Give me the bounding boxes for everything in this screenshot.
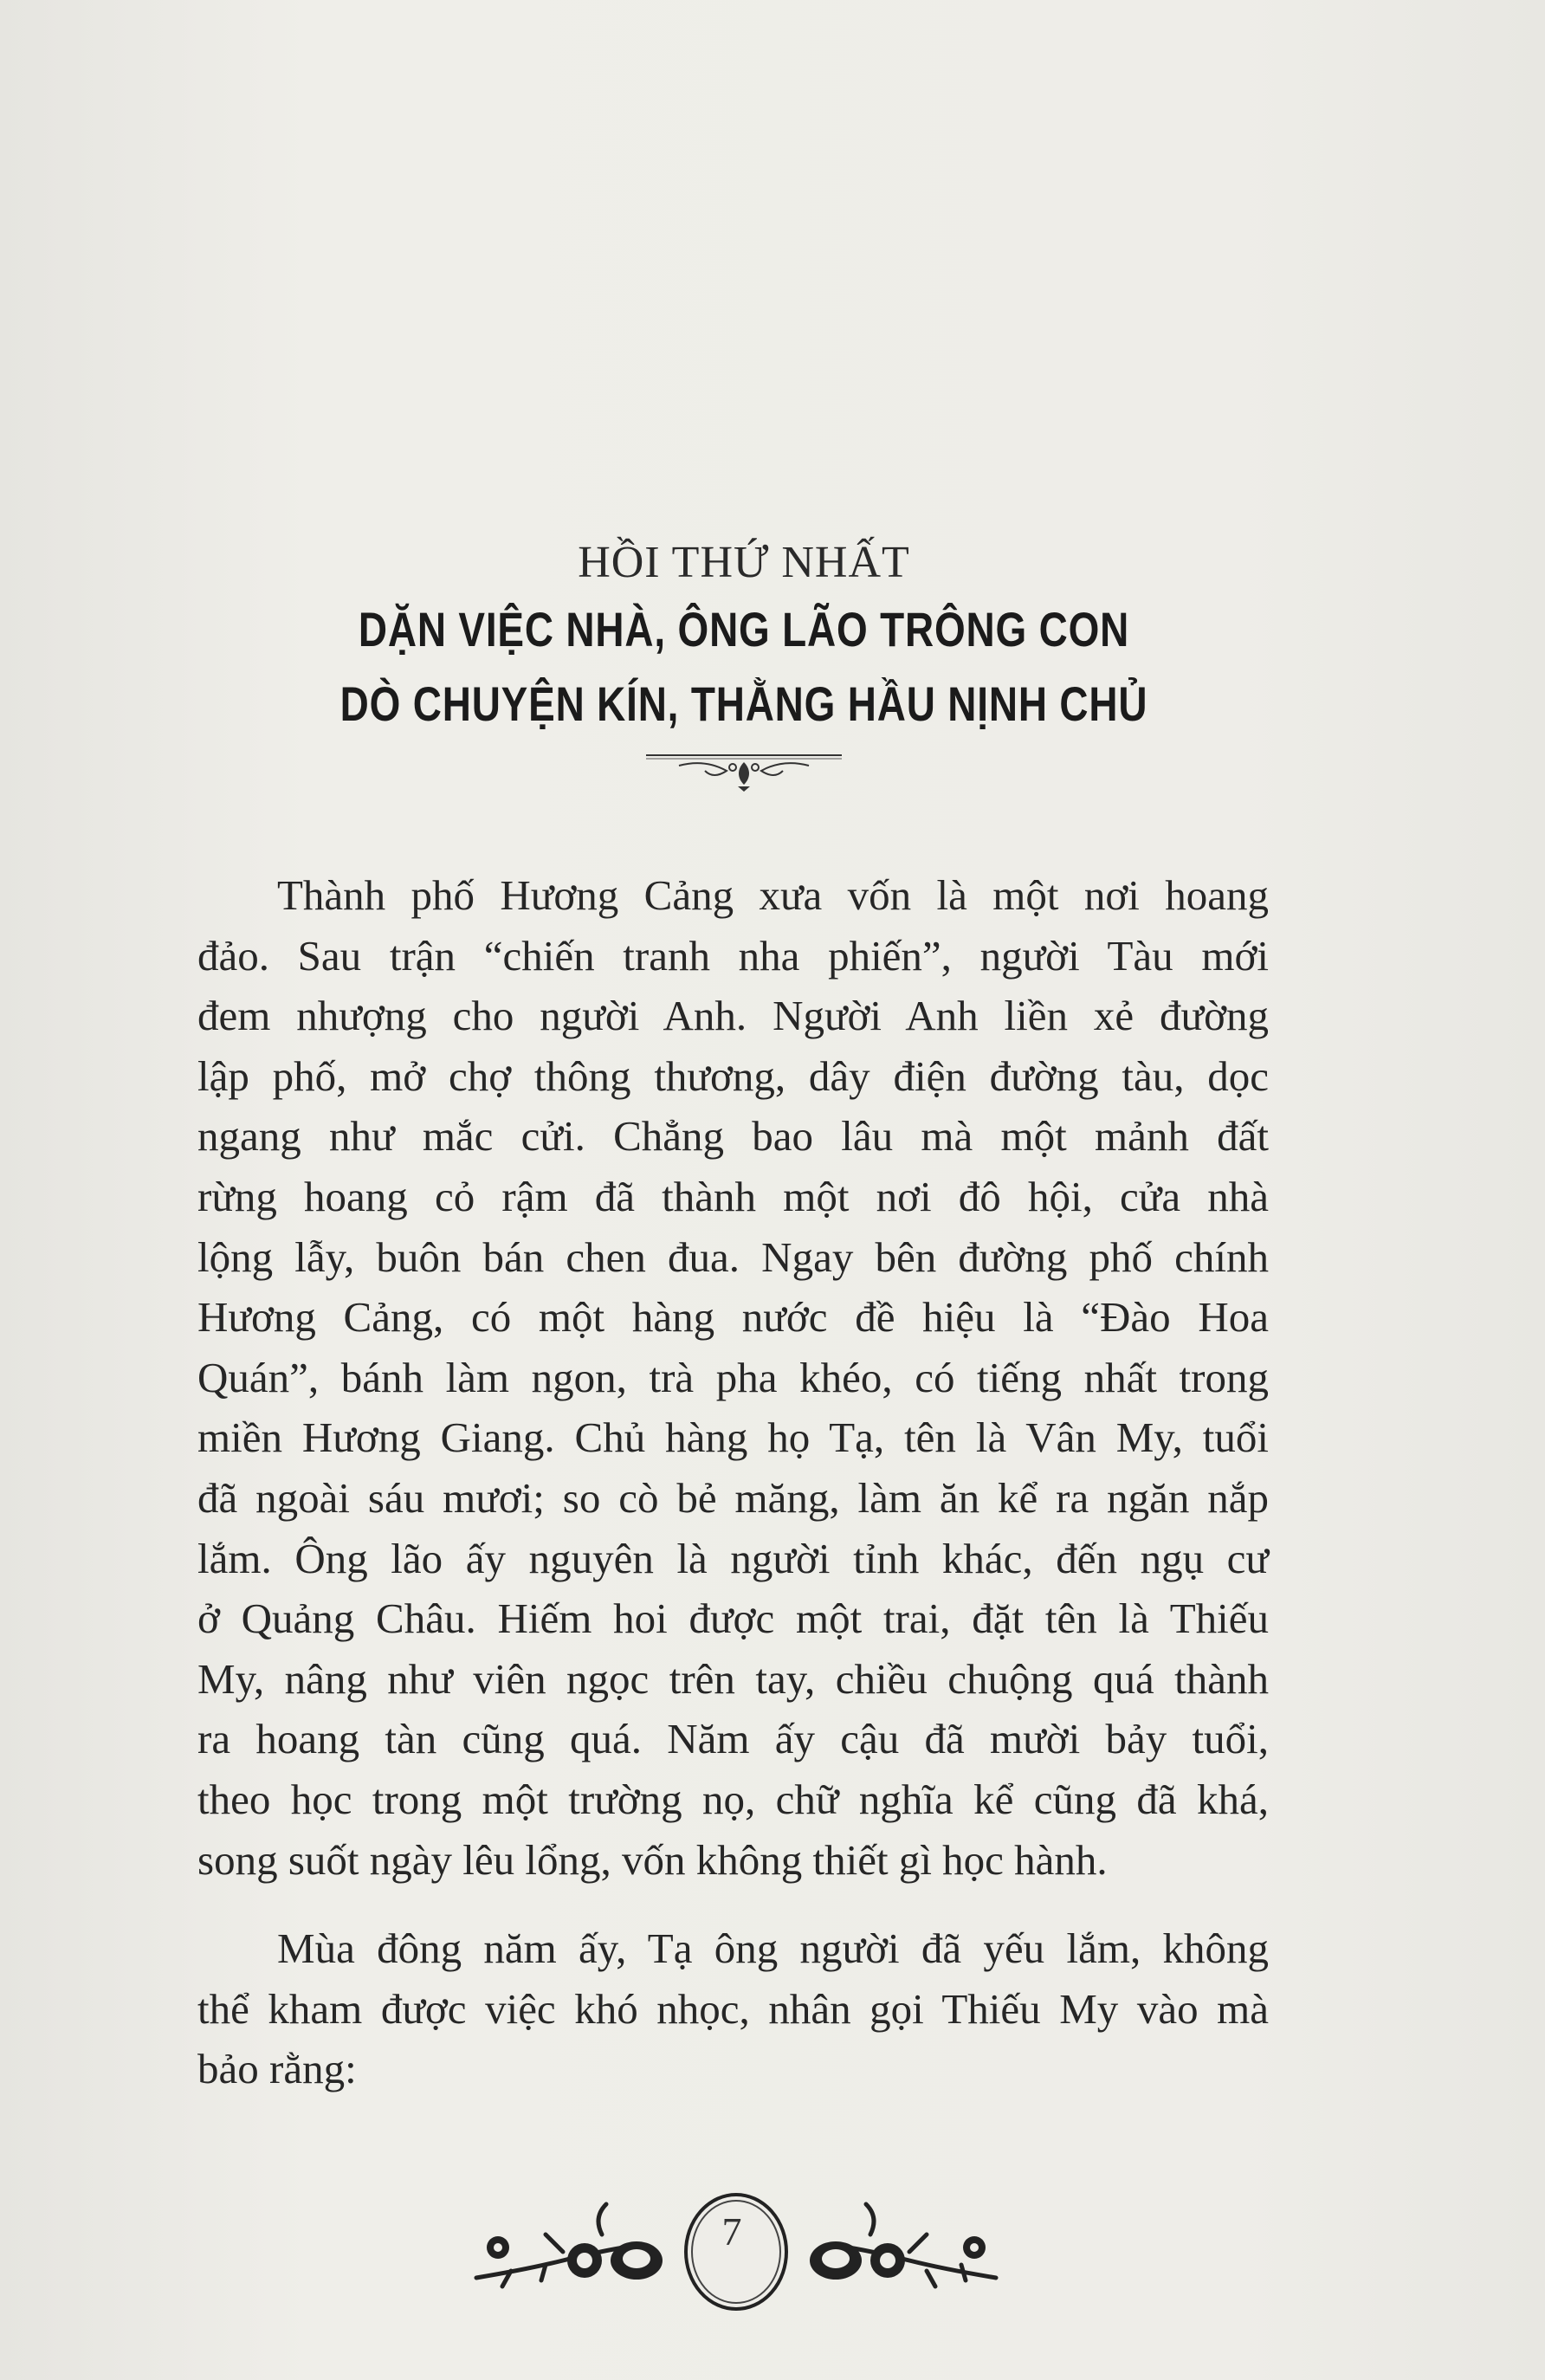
chapter-number: HỒI THỨ NHẤT <box>578 538 910 587</box>
text-line: thể kham được việc khó nhọc, nhân gọi Thiếu My vào mà <box>197 1984 1269 2033</box>
text-line: lắm. Ông lão ấy nguyên là người tỉnh khác, đến ngụ cư <box>197 1534 1269 1582</box>
chapter-title-line-2: DÒ CHUYỆN KÍN, THẰNG HẦU NỊNH CHỦ <box>339 676 1148 731</box>
text-line: Mùa đông năm ấy, Tạ ông người đã yếu lắm, không <box>277 1924 1269 1972</box>
text-line: Quán”, bánh làm ngon, trà pha khéo, có tiếng nhất trong <box>197 1353 1269 1401</box>
text-line: miền Hương Giang. Chủ hàng họ Tạ, tên là Vân My, tuổi <box>197 1413 1269 1462</box>
paragraph-1 <box>197 865 1269 1890</box>
text-line: đã ngoài sáu mươi; so cò bẻ măng, làm ăn kể ra ngăn nắp <box>197 1473 1269 1522</box>
title-ornament-icon <box>644 752 844 793</box>
text-line: lập phố, mở chợ thông thương, dây điện đường tàu, dọc <box>197 1051 1269 1100</box>
text-line: đem nhượng cho người Anh. Người Anh liền xẻ đường <box>197 992 1269 1040</box>
text-line: song suốt ngày lêu lổng, vốn không thiết gì học hành. <box>197 1835 1108 1884</box>
text-line: Hương Cảng, có một hàng nước đề hiệu là “Đào Hoa <box>197 1293 1269 1342</box>
text-line: Thành phố Hương Cảng xưa vốn là một nơi hoang <box>277 871 1269 919</box>
text-line: My, nâng như viên ngọc trên tay, chiều chuộng quá thành <box>197 1654 1269 1703</box>
text-line: ra hoang tàn cũng quá. Năm ấy cậu đã mười bảy tuổi, <box>197 1715 1269 1763</box>
text-line: lộng lẫy, buôn bán chen đua. Ngay bên đường phố chính <box>197 1232 1269 1281</box>
text-line: ngang như mắc cửi. Chẳng bao lâu mà một mảnh đất <box>197 1112 1269 1161</box>
page-number: 7 <box>721 2209 742 2254</box>
text-line: theo học trong một trường nọ, chữ nghĩa kể cũng đã khá, <box>197 1775 1269 1823</box>
text-line: ở Quảng Châu. Hiếm hoi được một trai, đặt tên là Thiếu <box>197 1594 1269 1643</box>
text-line: rừng hoang cỏ rậm đã thành một nơi đô hội, cửa nhà <box>197 1172 1269 1220</box>
text-line: bảo rằng: <box>197 2045 357 2093</box>
text-line: đảo. Sau trận “chiến tranh nha phiến”, người Tàu mới <box>197 931 1269 980</box>
paragraph-2 <box>197 1918 1269 2099</box>
chapter-title-line-1: DẶN VIỆC NHÀ, ÔNG LÃO TRÔNG CON <box>358 602 1130 656</box>
